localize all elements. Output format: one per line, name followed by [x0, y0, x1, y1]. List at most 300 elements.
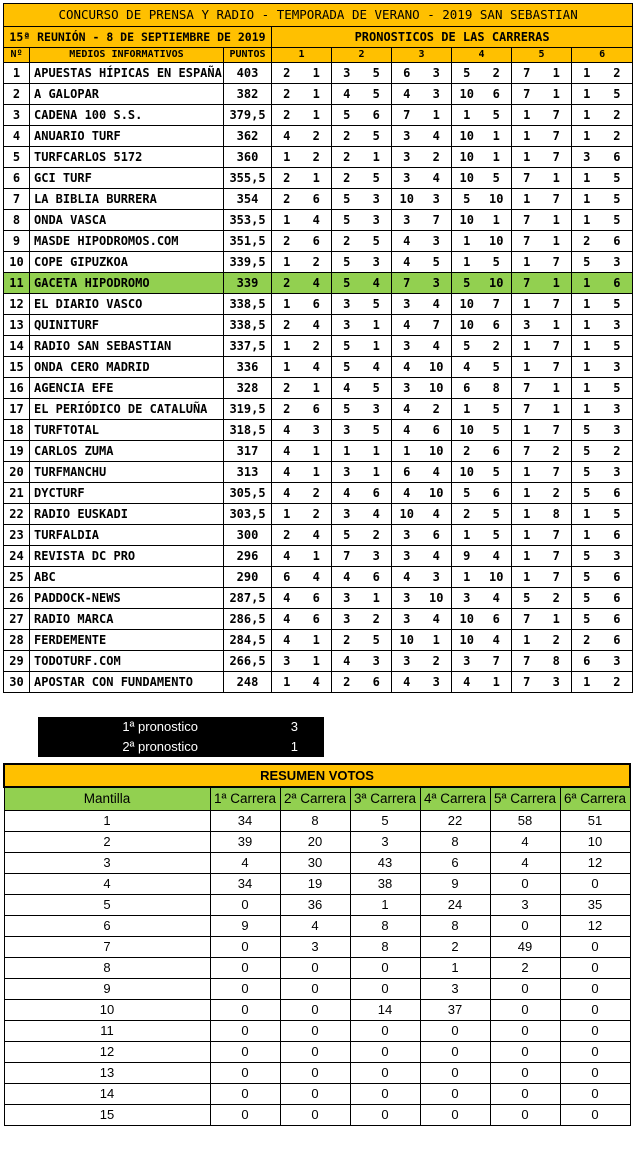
first-pick: 1: [572, 84, 602, 105]
vote-count: 0: [490, 979, 560, 1000]
vote-count: 4: [490, 832, 560, 853]
second-pick: 4: [482, 588, 512, 609]
vote-count: 0: [280, 1063, 350, 1084]
first-pick: 3: [392, 168, 422, 189]
first-pick: 10: [452, 315, 482, 336]
first-pick: 1: [512, 630, 542, 651]
vote-count: 2: [420, 937, 490, 958]
first-pick: 10: [452, 126, 482, 147]
second-pick: 2: [602, 63, 633, 84]
first-pick: 5: [572, 588, 602, 609]
points-value: 318,5: [224, 420, 272, 441]
summary-row: [4, 1000, 630, 1021]
media-name: APOSTAR CON FUNDAMENTO: [30, 672, 224, 693]
first-pick: 1: [512, 504, 542, 525]
vote-count: 0: [490, 874, 560, 895]
second-pick: 3: [362, 546, 392, 567]
second-pick: 2: [302, 147, 332, 168]
first-pick: 9: [452, 546, 482, 567]
first-pick: 1: [572, 525, 602, 546]
summary-header-race: 5ª Carrera: [490, 787, 560, 811]
summary-row: [4, 1105, 630, 1126]
first-pick: 3: [392, 147, 422, 168]
second-pick: 2: [362, 609, 392, 630]
first-pick: 10: [452, 294, 482, 315]
first-pick: 4: [392, 483, 422, 504]
first-pick: 6: [272, 567, 302, 588]
first-pick: 2: [272, 525, 302, 546]
col-header-num: Nº: [4, 48, 30, 63]
points-value: 353,5: [224, 210, 272, 231]
row-number: 14: [4, 336, 30, 357]
points-value: 336: [224, 357, 272, 378]
vote-count: 0: [490, 916, 560, 937]
second-pick: 6: [482, 84, 512, 105]
second-pick: 5: [602, 84, 633, 105]
row-number: 29: [4, 651, 30, 672]
first-pick: 1: [572, 168, 602, 189]
first-pick: 7: [512, 399, 542, 420]
media-name: TURFMANCHU: [30, 462, 224, 483]
second-pick: 7: [542, 546, 572, 567]
vote-count: 0: [490, 1021, 560, 1042]
first-pick: 10: [392, 630, 422, 651]
summary-header-race: 4ª Carrera: [420, 787, 490, 811]
second-pick: 6: [602, 147, 633, 168]
vote-count: 8: [280, 811, 350, 832]
second-pick: 6: [422, 525, 452, 546]
second-pick: 8: [542, 651, 572, 672]
second-pick: 6: [602, 567, 633, 588]
media-name: DYCTURF: [30, 483, 224, 504]
second-pick: 7: [542, 357, 572, 378]
second-pick: 1: [302, 462, 332, 483]
second-pick: 6: [302, 588, 332, 609]
first-pick: 7: [512, 231, 542, 252]
first-pick: 10: [452, 84, 482, 105]
first-pick: 1: [452, 105, 482, 126]
second-pick: 6: [482, 483, 512, 504]
vote-count: 8: [350, 937, 420, 958]
first-pick: 2: [272, 84, 302, 105]
summary-row: [4, 1063, 630, 1084]
first-pick: 1: [512, 357, 542, 378]
second-pick: 6: [602, 273, 633, 294]
row-number: 27: [4, 609, 30, 630]
vote-count: 0: [420, 1021, 490, 1042]
vote-count: 0: [560, 979, 630, 1000]
second-pick: 1: [362, 336, 392, 357]
first-pick: 3: [392, 609, 422, 630]
media-name: FERDEMENTE: [30, 630, 224, 651]
media-name: TURFTOTAL: [30, 420, 224, 441]
second-pick: 4: [482, 630, 512, 651]
vote-count: 4: [490, 853, 560, 874]
second-pick: 5: [362, 126, 392, 147]
first-pick: 1: [512, 189, 542, 210]
first-pick: 4: [392, 252, 422, 273]
first-pick: 5: [452, 189, 482, 210]
second-pick: 4: [302, 567, 332, 588]
second-pick: 5: [362, 168, 392, 189]
col-header-media: MEDIOS INFORMATIVOS: [30, 48, 224, 63]
table-row: [4, 315, 633, 336]
vote-count: 0: [210, 1000, 280, 1021]
first-pick: 10: [452, 147, 482, 168]
table-row: [4, 462, 633, 483]
first-pick: 1: [572, 378, 602, 399]
first-pick: 4: [272, 441, 302, 462]
vote-count: 0: [560, 1084, 630, 1105]
points-value: 284,5: [224, 630, 272, 651]
first-pick: 5: [572, 441, 602, 462]
first-pick: 1: [272, 147, 302, 168]
vote-count: 0: [350, 1105, 420, 1126]
row-number: 2: [4, 84, 30, 105]
vote-count: 0: [210, 958, 280, 979]
row-number: 11: [4, 273, 30, 294]
second-pick: 3: [602, 420, 633, 441]
first-pick: 3: [392, 525, 422, 546]
first-pick: 4: [392, 357, 422, 378]
row-number: 19: [4, 441, 30, 462]
second-pick: 7: [542, 189, 572, 210]
second-pick: 5: [602, 294, 633, 315]
second-pick: 5: [482, 168, 512, 189]
second-pick: 3: [422, 189, 452, 210]
second-pick: 10: [422, 441, 452, 462]
first-pick: 5: [572, 252, 602, 273]
second-pick: 7: [542, 567, 572, 588]
vote-count: 1: [420, 958, 490, 979]
mantilla-number: 6: [4, 916, 210, 937]
first-pick: 5: [572, 567, 602, 588]
first-pick: 1: [272, 252, 302, 273]
mantilla-number: 1: [4, 811, 210, 832]
vote-count: 0: [560, 1042, 630, 1063]
vote-count: 43: [350, 853, 420, 874]
row-number: 7: [4, 189, 30, 210]
second-pick: 4: [362, 273, 392, 294]
first-pick: 4: [332, 483, 362, 504]
first-pick: 7: [512, 651, 542, 672]
points-value: 338,5: [224, 315, 272, 336]
row-number: 21: [4, 483, 30, 504]
vote-count: 0: [490, 1063, 560, 1084]
first-pick: 2: [272, 189, 302, 210]
second-pick: 10: [422, 483, 452, 504]
second-pick: 4: [302, 357, 332, 378]
first-pick: 4: [392, 420, 422, 441]
first-pick: 1: [392, 441, 422, 462]
second-pick: 7: [542, 252, 572, 273]
summary-row: [4, 979, 630, 1000]
table-row: [4, 525, 633, 546]
second-pick: 1: [542, 315, 572, 336]
first-pick: 5: [452, 336, 482, 357]
second-pick: 1: [542, 399, 572, 420]
second-pick: 3: [422, 231, 452, 252]
first-pick: 1: [572, 294, 602, 315]
second-pick: 2: [302, 483, 332, 504]
second-pick: 2: [602, 126, 633, 147]
second-pick: 3: [362, 252, 392, 273]
row-number: 30: [4, 672, 30, 693]
row-number: 24: [4, 546, 30, 567]
media-name: PADDOCK-NEWS: [30, 588, 224, 609]
second-pick: 1: [482, 126, 512, 147]
first-pick: 5: [572, 609, 602, 630]
row-number: 9: [4, 231, 30, 252]
forecasts-title: PRONOSTICOS DE LAS CARRERAS: [272, 27, 633, 48]
first-pick: 1: [272, 294, 302, 315]
vote-count: 12: [560, 916, 630, 937]
second-pick: 4: [362, 357, 392, 378]
points-value: 382: [224, 84, 272, 105]
second-pick: 4: [422, 609, 452, 630]
vote-count: 2: [490, 958, 560, 979]
second-pick: 10: [482, 189, 512, 210]
vote-count: 0: [280, 1105, 350, 1126]
second-pick: 4: [362, 504, 392, 525]
first-pick: 4: [272, 462, 302, 483]
vote-count: 0: [490, 1042, 560, 1063]
second-pick: 3: [422, 63, 452, 84]
first-pick: 4: [332, 651, 362, 672]
second-pick: 2: [422, 651, 452, 672]
second-pick: 1: [362, 588, 392, 609]
first-pick: 2: [572, 231, 602, 252]
vote-count: 49: [490, 937, 560, 958]
media-name: TODOTURF.COM: [30, 651, 224, 672]
first-pick: 3: [572, 147, 602, 168]
table-row: [4, 504, 633, 525]
first-pick: 1: [572, 336, 602, 357]
vote-count: 0: [350, 1063, 420, 1084]
first-pick: 3: [392, 294, 422, 315]
contest-title: CONCURSO DE PRENSA Y RADIO - TEMPORADA DE VERANO - 2019 SAN SEBASTIAN: [4, 4, 633, 27]
first-pick: 7: [512, 168, 542, 189]
second-pick: 1: [302, 105, 332, 126]
vote-count: 0: [560, 1021, 630, 1042]
second-pick: 5: [602, 168, 633, 189]
vote-count: 20: [280, 832, 350, 853]
first-pick: 5: [452, 63, 482, 84]
vote-count: 0: [350, 958, 420, 979]
vote-count: 0: [210, 937, 280, 958]
media-name: GACETA HIPODROMO: [30, 273, 224, 294]
second-pick: 1: [302, 63, 332, 84]
second-pick: 6: [302, 231, 332, 252]
vote-count: 0: [210, 1105, 280, 1126]
points-value: 351,5: [224, 231, 272, 252]
table-row: [4, 252, 633, 273]
table-row: [4, 357, 633, 378]
row-number: 17: [4, 399, 30, 420]
second-pick: 1: [542, 84, 572, 105]
first-pick: 5: [452, 273, 482, 294]
first-pick: 2: [272, 399, 302, 420]
second-pick: 3: [422, 567, 452, 588]
summary-row: [4, 853, 630, 874]
first-pick: 2: [332, 672, 362, 693]
first-pick: 5: [332, 357, 362, 378]
second-pick: 3: [362, 399, 392, 420]
first-pick: 1: [332, 441, 362, 462]
summary-row: [4, 1021, 630, 1042]
first-pick: 7: [392, 105, 422, 126]
media-name: RADIO EUSKADI: [30, 504, 224, 525]
vote-count: 0: [420, 1084, 490, 1105]
table-row: [4, 399, 633, 420]
mantilla-number: 11: [4, 1021, 210, 1042]
mantilla-number: 10: [4, 1000, 210, 1021]
second-pick: 5: [362, 630, 392, 651]
first-pick: 1: [512, 105, 542, 126]
first-pick: 3: [392, 588, 422, 609]
second-pick: 2: [422, 399, 452, 420]
summary-header-race: 3ª Carrera: [350, 787, 420, 811]
second-pick: 1: [422, 105, 452, 126]
points-value: 313: [224, 462, 272, 483]
row-number: 23: [4, 525, 30, 546]
vote-count: 0: [560, 958, 630, 979]
table-row: [4, 105, 633, 126]
first-pick: 4: [392, 567, 422, 588]
table-row: [4, 84, 633, 105]
vote-count: 0: [350, 1021, 420, 1042]
first-pick: 2: [272, 273, 302, 294]
vote-count: 0: [420, 1105, 490, 1126]
second-pick: 2: [542, 588, 572, 609]
vote-count: 9: [210, 916, 280, 937]
table-row: [4, 378, 633, 399]
table-row: [4, 189, 633, 210]
vote-count: 3: [420, 979, 490, 1000]
first-pick: 4: [392, 231, 422, 252]
first-pick: 5: [332, 399, 362, 420]
vote-count: 0: [280, 1042, 350, 1063]
second-pick: 10: [422, 378, 452, 399]
first-pick: 5: [332, 273, 362, 294]
first-pick: 1: [452, 399, 482, 420]
second-pick: 1: [482, 672, 512, 693]
summary-row: [4, 958, 630, 979]
media-name: ONDA VASCA: [30, 210, 224, 231]
points-value: 296: [224, 546, 272, 567]
second-pick: 7: [482, 651, 512, 672]
second-pick: 1: [302, 84, 332, 105]
second-pick: 2: [302, 336, 332, 357]
second-pick: 4: [422, 168, 452, 189]
second-pick: 4: [422, 546, 452, 567]
second-pick: 6: [482, 315, 512, 336]
first-pick: 5: [332, 105, 362, 126]
first-pick: 1: [572, 672, 602, 693]
points-value: 266,5: [224, 651, 272, 672]
points-value: 303,5: [224, 504, 272, 525]
summary-header-race: 2ª Carrera: [280, 787, 350, 811]
first-pick: 1: [512, 462, 542, 483]
first-pick: 10: [392, 504, 422, 525]
points-value: 362: [224, 126, 272, 147]
summary-row: [4, 916, 630, 937]
second-pick: 2: [302, 504, 332, 525]
second-pick: 1: [362, 441, 392, 462]
row-number: 5: [4, 147, 30, 168]
legend-row: [38, 737, 324, 757]
first-pick: 2: [272, 231, 302, 252]
points-value: 403: [224, 63, 272, 84]
second-pick: 5: [482, 105, 512, 126]
first-pick: 5: [332, 210, 362, 231]
second-pick: 5: [602, 336, 633, 357]
col-header-race: 4: [452, 48, 512, 63]
second-pick: 5: [362, 231, 392, 252]
mantilla-number: 3: [4, 853, 210, 874]
second-pick: 3: [422, 84, 452, 105]
second-pick: 5: [602, 504, 633, 525]
vote-count: 9: [420, 874, 490, 895]
second-pick: 4: [422, 462, 452, 483]
second-pick: 6: [302, 294, 332, 315]
vote-count: 19: [280, 874, 350, 895]
first-pick: 10: [452, 630, 482, 651]
table-row: [4, 168, 633, 189]
first-pick: 1: [512, 483, 542, 504]
first-pick: 7: [512, 210, 542, 231]
row-number: 26: [4, 588, 30, 609]
second-pick: 1: [542, 273, 572, 294]
second-pick: 10: [482, 231, 512, 252]
first-pick: 3: [392, 378, 422, 399]
first-pick: 4: [392, 84, 422, 105]
vote-count: 0: [210, 1042, 280, 1063]
second-pick: 4: [302, 315, 332, 336]
col-header-race: 2: [332, 48, 392, 63]
table-row: [4, 483, 633, 504]
summary-title: RESUMEN VOTOS: [4, 764, 630, 787]
second-pick: 3: [362, 651, 392, 672]
first-pick: 3: [392, 126, 422, 147]
second-pick: 7: [542, 420, 572, 441]
second-pick: 1: [302, 546, 332, 567]
first-pick: 1: [512, 147, 542, 168]
table-row: [4, 609, 633, 630]
media-name: COPE GIPUZKOA: [30, 252, 224, 273]
vote-count: 0: [490, 1105, 560, 1126]
first-pick: 3: [452, 588, 482, 609]
first-pick: 1: [512, 420, 542, 441]
mantilla-number: 12: [4, 1042, 210, 1063]
first-pick: 5: [332, 189, 362, 210]
table-row: [4, 588, 633, 609]
vote-count: 0: [280, 1084, 350, 1105]
table-row: [4, 336, 633, 357]
mantilla-number: 15: [4, 1105, 210, 1126]
points-value: 355,5: [224, 168, 272, 189]
summary-row: [4, 811, 630, 832]
vote-count: 24: [420, 895, 490, 916]
second-pick: 1: [302, 630, 332, 651]
media-name: TURFALDIA: [30, 525, 224, 546]
second-pick: 10: [482, 273, 512, 294]
first-pick: 1: [572, 105, 602, 126]
first-pick: 6: [392, 63, 422, 84]
first-pick: 7: [512, 609, 542, 630]
vote-count: 30: [280, 853, 350, 874]
first-pick: 2: [452, 504, 482, 525]
